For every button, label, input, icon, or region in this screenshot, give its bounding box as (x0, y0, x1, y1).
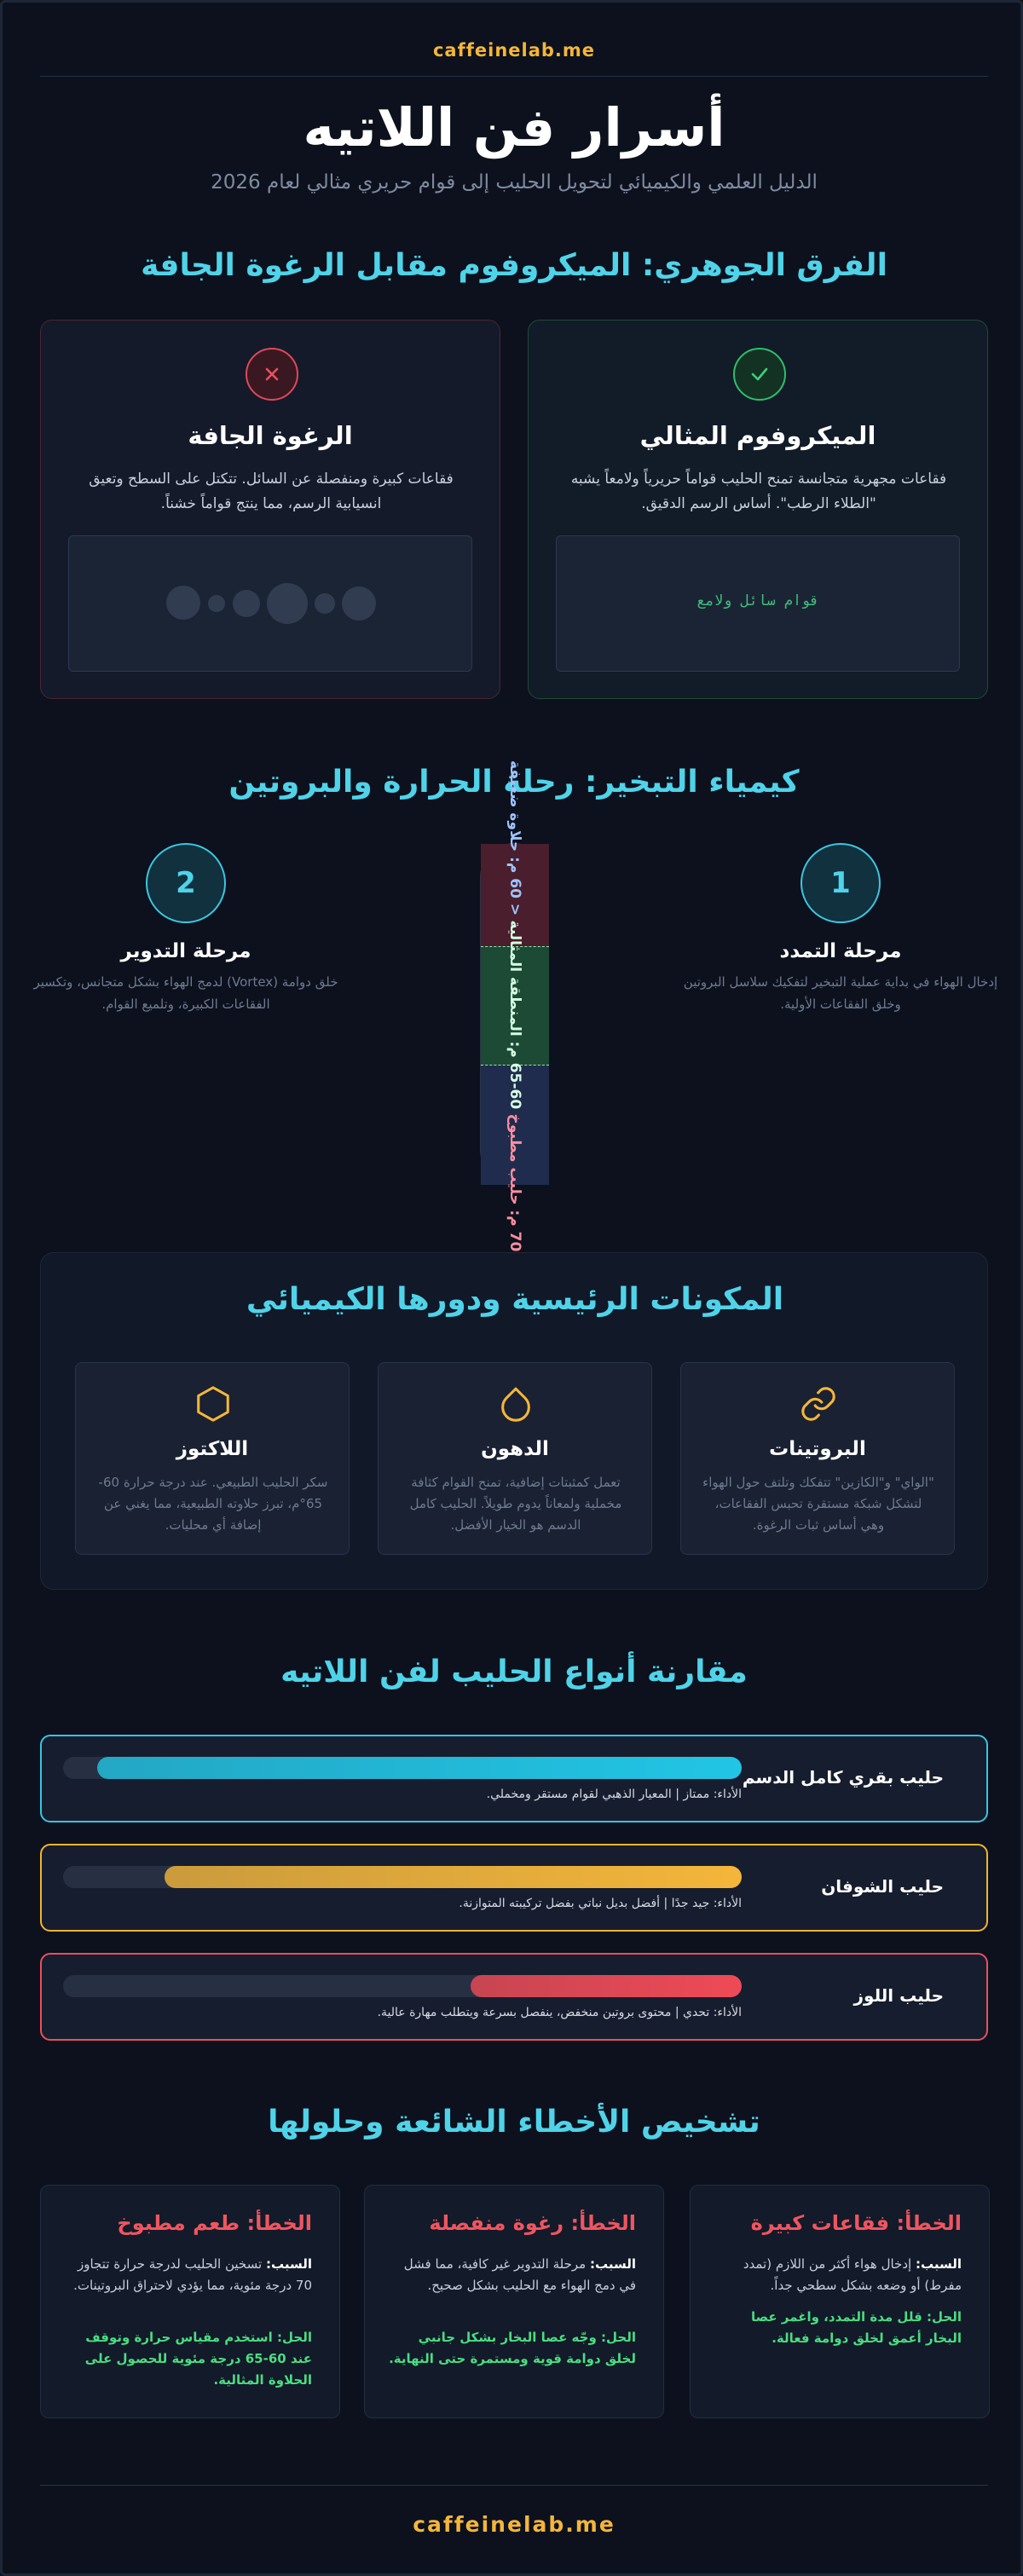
fix-text: وجّه عصا البخار بشكل جانبي لخلق دوامة قوية ومستمرة حتى النهاية. (389, 2330, 636, 2366)
ingredients-title: المكونات الرئيسية ودورها الكيميائي (246, 1282, 784, 1317)
milk-row (40, 1844, 988, 1932)
mistake-fix (389, 2327, 636, 2370)
performance-bar-fill (97, 1757, 742, 1779)
x-icon (246, 348, 298, 401)
cause-label: السبب: (265, 2256, 312, 2272)
performance-bar-fill (165, 1866, 742, 1888)
cause-text: مرحلة التدوير غير كافية، مما فشل في دمج الهواء مع الحليب بشكل صحيح. (403, 2256, 636, 2293)
microfoam-sample (556, 535, 960, 672)
cause-label: السبب: (589, 2256, 636, 2272)
milk-row (40, 1953, 988, 2041)
milk-row (40, 1735, 988, 1822)
step-1-title: مرحلة التمدد (779, 940, 902, 962)
ingredient-name: اللاكتوز (176, 1438, 249, 1460)
ingredient-name: البروتينات (769, 1438, 866, 1460)
microfoam-title: الميكروفوم المثالي (639, 421, 876, 450)
microfoam-desc: فقاعات مجهرية متجانسة تمنح الحليب قواماً حريرياً ولامعاً يشبه "الطلاء الرطب". أساس الرسم الدقيق. (570, 471, 947, 512)
mistake-title: الخطأ: طعم مطبوخ (117, 2211, 312, 2235)
link-icon (796, 1382, 841, 1426)
bubble (342, 586, 376, 621)
mistake-title: الخطأ: فقاعات كبيرة (750, 2211, 962, 2235)
fix-text: استخدم مقياس حرارة وتوقف عند 60-65 درجة مئوية للحصول على الحلاوة المثالية. (84, 2330, 312, 2388)
ingredients-panel (40, 1252, 988, 1590)
thermometer (480, 760, 548, 1252)
bubble (315, 593, 335, 614)
droplet-icon (494, 1382, 538, 1426)
milk-performance: الأداء: تحدي | محتوى بروتين منخفض، ينفصل بسرعة ويتطلب مهارة عالية. (377, 2006, 742, 2019)
page-title: أسرار فن اللاتيه (303, 96, 725, 159)
ingredient-desc: تعمل كمثبتات إضافية، تمنح القوام كثافة مخملية ولمعاناً يدوم طويلاً. الحليب كامل الدسم هو الخيار الأفضل. (409, 1475, 622, 1533)
step-2-number: 2 (146, 843, 226, 923)
brand-top[interactable]: caffeinelab.me (432, 40, 596, 61)
mistake-fix (65, 2327, 312, 2391)
step-1-number: 1 (800, 843, 881, 923)
mistake-card-separated-foam (364, 2185, 664, 2418)
mistakes-section-title: تشخيص الأخطاء الشائعة وحلولها (268, 2105, 760, 2140)
mistake-cause (65, 2254, 312, 2296)
ingredient-card-proteins (680, 1362, 955, 1555)
mistake-cause (389, 2254, 636, 2296)
dry-foam-desc: فقاعات كبيرة ومنفصلة عن السائل. تتكتل على السطح وتعيق انسيابية الرسم، مما ينتج قواماً خشناً. (89, 471, 454, 512)
bubble (166, 586, 200, 620)
cause-text: إدخال هواء أكثر من اللازم (تمدد مفرط) أو وضعه بشكل سطحي جداً. (743, 2256, 962, 2293)
cause-text: تسخين الحليب لدرجة حرارة تتجاوز 70 درجة مئوية، مما يؤدي لاحتراق البروتينات. (73, 2256, 312, 2293)
mistake-card-large-bubbles (690, 2185, 990, 2418)
top-divider (40, 76, 988, 77)
page-subtitle: الدليل العلمي والكيميائي لتحويل الحليب إلى قوام حريري مثالي لعام 2026 (211, 171, 818, 193)
milk-name: حليب اللوز (853, 1985, 944, 2006)
thermo-labels (481, 760, 549, 1252)
step-2-desc: خلق دوامة (Vortex) لدمج الهواء بشكل متجانس، وتكسير الفقاعات الكبيرة، وتلميع القوام. (33, 974, 338, 1012)
thermo-label-cool: < 60 م: حلاوة ضعيفة (506, 760, 523, 915)
ingredient-desc: "الواي" و"الكازين" تتفكك وتلتف حول الهواء لتشكل شبكة مستقرة تحبس الفقاعات، وهي أساس ثبات الرغوة. (702, 1475, 934, 1533)
performance-bar (63, 1975, 742, 1997)
cause-label: السبب: (915, 2256, 962, 2272)
bubble (208, 595, 225, 612)
milk-name: حليب الشوفان (821, 1876, 944, 1897)
thermo-label-hot: 70 م: حليب مطبوخ (506, 1113, 523, 1252)
step-2-title: مرحلة التدوير (120, 940, 251, 962)
milk-section-title: مقارنة أنواع الحليب لفن اللاتيه (280, 1655, 748, 1689)
thermo-label-ideal: 60-65 م: المنطقة المثالية (506, 920, 523, 1109)
fix-label: الحل: (601, 2330, 636, 2345)
performance-bar (63, 1757, 742, 1779)
microfoam-sample-label: قوام سائل ولامع (696, 592, 819, 609)
fix-text: قلل مدة التمدد، واغمر عصا البخار أعمق لخلق دوامة فعالة. (750, 2309, 962, 2346)
check-icon (733, 348, 786, 401)
microfoam-card (528, 320, 988, 699)
ingredient-desc: سكر الحليب الطبيعي. عند درجة حرارة 60-65°م، تبرز حلاوته الطبيعية، مما يغني عن إضافة أي محليات. (98, 1475, 328, 1533)
step-1-desc: إدخال الهواء في بداية عملية التبخير لتفكيك سلاسل البروتين وخلق الفقاعات الأولية. (683, 974, 998, 1012)
ingredient-name: الدهون (481, 1438, 549, 1460)
mistake-fix (714, 2307, 962, 2349)
performance-bar-fill (471, 1975, 742, 1997)
dry-foam-sample (68, 535, 472, 672)
hexagon-icon (191, 1382, 235, 1426)
foam-section-title: الفرق الجوهري: الميكروفوم مقابل الرغوة الجافة (141, 248, 887, 283)
bubble (233, 590, 260, 617)
milk-name: حليب بقري كامل الدسم (742, 1767, 944, 1788)
mistake-title: الخطأ: رغوة منفصلة (429, 2211, 636, 2235)
ingredient-card-fats (378, 1362, 652, 1555)
bottom-divider (40, 2485, 988, 2486)
bubble (267, 583, 308, 624)
fix-label: الحل: (277, 2330, 312, 2345)
fix-label: الحل: (927, 2309, 962, 2325)
brand-bottom[interactable]: caffeinelab.me (413, 2512, 616, 2537)
mistake-cause (714, 2254, 962, 2296)
mistake-card-cooked-taste (40, 2185, 340, 2418)
performance-bar (63, 1866, 742, 1888)
milk-performance: الأداء: ممتاز | المعيار الذهبي لقوام مستقر ومخملي. (486, 1788, 742, 1801)
dry-foam-card (40, 320, 500, 699)
ingredient-card-lactose (75, 1362, 350, 1555)
chemistry-section-title: كيمياء التبخير: رحلة الحرارة والبروتين (228, 765, 800, 800)
milk-performance: الأداء: جيد جدًا | أفضل بديل نباتي بفضل تركيبته المتوازنة. (459, 1897, 742, 1910)
dry-foam-title: الرغوة الجافة (188, 421, 353, 450)
